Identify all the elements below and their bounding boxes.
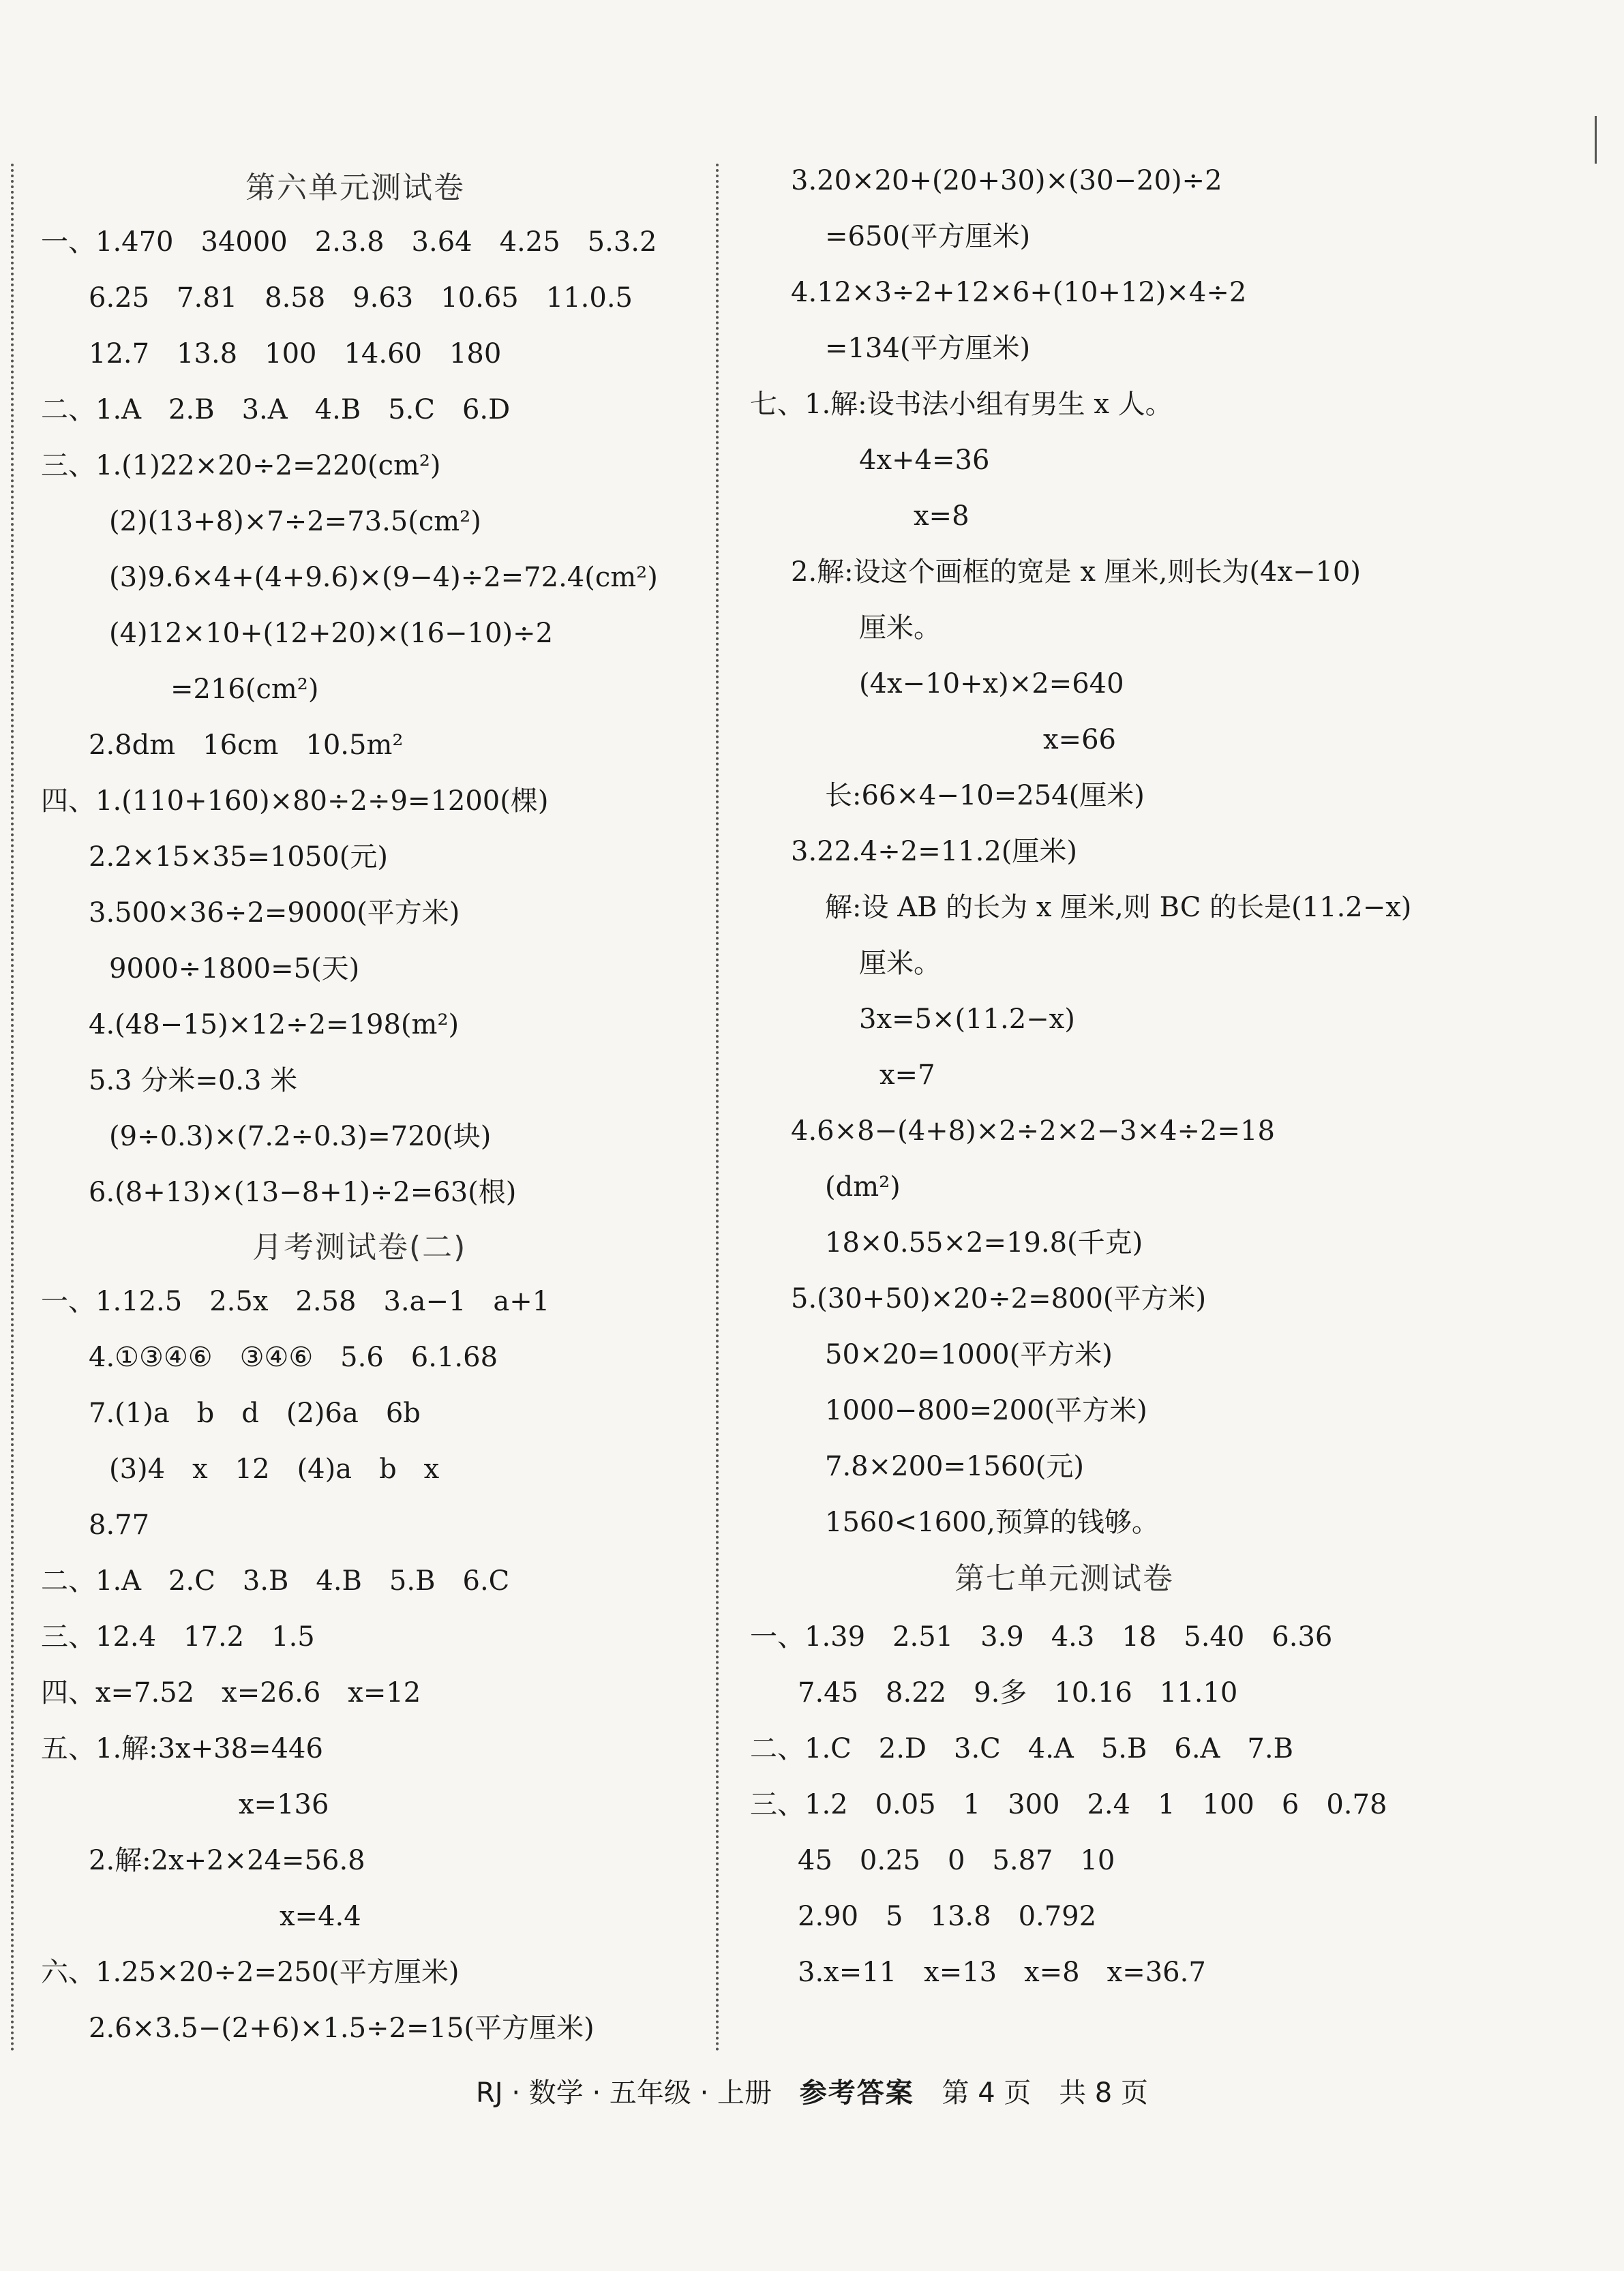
answer-line: 长:66×4−10=254(厘米) — [825, 780, 1145, 811]
answer-line: =216(cm²) — [170, 674, 319, 705]
answer-line: 2.8dm 16cm 10.5m² — [89, 730, 404, 761]
answer-line: (4x−10+x)×2=640 — [859, 668, 1124, 700]
answer-line: 4.(48−15)×12÷2=198(m²) — [89, 1009, 460, 1040]
answer-line: (3)9.6×4+(4+9.6)×(9−4)÷2=72.4(cm²) — [109, 562, 658, 593]
answer-line: 厘米。 — [859, 948, 941, 979]
footer-series-label: RJ · 数学 · 五年级 · 上册 — [476, 2077, 772, 2109]
column-dotted-divider — [716, 164, 719, 2053]
answer-line: =650(平方厘米) — [825, 221, 1031, 252]
answer-line: 4.12×3÷2+12×6+(10+12)×4÷2 — [791, 277, 1247, 308]
answer-line: 3.20×20+(20+30)×(30−20)÷2 — [791, 165, 1222, 196]
answer-line: 4x+4=36 — [859, 445, 990, 476]
answer-line: x=4.4 — [280, 1901, 361, 1932]
answer-line: 2.90 5 13.8 0.792 — [798, 1901, 1097, 1932]
page-footer — [0, 2073, 1624, 2114]
footer-page-number: 第 4 页 — [942, 2077, 1032, 2109]
answer-line: 二、1.A 2.C 3.B 4.B 5.B 6.C — [41, 1565, 510, 1597]
footer-total-pages: 共 8 页 — [1059, 2077, 1148, 2109]
answer-line: 6.(8+13)×(13−8+1)÷2=63(根) — [89, 1177, 517, 1208]
answer-line: (9÷0.3)×(7.2÷0.3)=720(块) — [109, 1121, 492, 1152]
answer-line: 4.6×8−(4+8)×2÷2×2−3×4÷2=18 — [791, 1115, 1275, 1147]
answer-line: 一、1.39 2.51 3.9 4.3 18 5.40 6.36 — [750, 1621, 1333, 1653]
answer-line: 6.25 7.81 8.58 9.63 10.65 11.0.5 — [89, 282, 633, 314]
answer-line: 50×20=1000(平方米) — [825, 1339, 1113, 1370]
section-title-unit6: 第六单元测试卷 — [245, 170, 465, 205]
answer-line: 一、1.470 34000 2.3.8 3.64 4.25 5.3.2 — [41, 226, 657, 258]
answer-line: 3.22.4÷2=11.2(厘米) — [791, 836, 1077, 867]
answer-line: 45 0.25 0 5.87 10 — [798, 1845, 1115, 1876]
answer-line: 五、1.解:3x+38=446 — [41, 1733, 323, 1764]
answer-line: (3)4 x 12 (4)a b x — [109, 1454, 440, 1485]
section-title-monthly-test-2: 月考测试卷(二) — [252, 1230, 467, 1265]
answer-line: 4.①③④⑥ ③④⑥ 5.6 6.1.68 — [89, 1342, 498, 1373]
answer-line: 12.7 13.8 100 14.60 180 — [89, 338, 502, 370]
answer-line: 2.解:设这个画框的宽是 x 厘米,则长为(4x−10) — [791, 556, 1361, 588]
answer-line: 9000÷1800=5(天) — [109, 953, 360, 984]
answer-line: 三、1.(1)22×20÷2=220(cm²) — [41, 450, 441, 481]
answer-line: (4)12×10+(12+20)×(16−10)÷2 — [109, 618, 554, 649]
answer-line: 三、12.4 17.2 1.5 — [41, 1621, 315, 1653]
answer-line: 2.2×15×35=1050(元) — [89, 841, 388, 873]
answer-line: x=7 — [879, 1059, 935, 1091]
answer-line: (2)(13+8)×7÷2=73.5(cm²) — [109, 506, 481, 537]
answer-line: 厘米。 — [859, 612, 941, 644]
answer-line: 5.(30+50)×20÷2=800(平方米) — [791, 1283, 1207, 1314]
left-margin-dotted-line — [11, 164, 14, 2053]
right-column — [736, 0, 1575, 2271]
answer-line: 二、1.C 2.D 3.C 4.A 5.B 6.A 7.B — [750, 1733, 1293, 1764]
answer-line: 3.x=11 x=13 x=8 x=36.7 — [798, 1957, 1206, 1988]
answer-line: 2.解:2x+2×24=56.8 — [89, 1845, 365, 1876]
answer-line: =134(平方厘米) — [825, 333, 1031, 364]
answer-line: x=66 — [1043, 724, 1116, 755]
answer-line: 7.8×200=1560(元) — [825, 1451, 1084, 1482]
left-column — [27, 0, 709, 2271]
answer-line: 3x=5×(11.2−x) — [859, 1004, 1075, 1035]
answer-line: 四、x=7.52 x=26.6 x=12 — [41, 1677, 421, 1709]
answer-line: 7.45 8.22 9.多 10.16 11.10 — [798, 1677, 1238, 1709]
answer-line: 三、1.2 0.05 1 300 2.4 1 100 6 0.78 — [750, 1789, 1387, 1820]
answer-line: x=136 — [239, 1789, 329, 1820]
answer-line: 七、1.解:设书法小组有男生 x 人。 — [750, 389, 1173, 420]
answer-line: 六、1.25×20÷2=250(平方厘米) — [41, 1957, 460, 1988]
answer-line: 2.6×3.5−(2+6)×1.5÷2=15(平方厘米) — [89, 2013, 595, 2044]
answer-line: 8.77 — [89, 1509, 150, 1541]
answer-line: 3.500×36÷2=9000(平方米) — [89, 897, 460, 929]
answer-line: x=8 — [914, 500, 969, 532]
answer-line: 解:设 AB 的长为 x 厘米,则 BC 的长是(11.2−x) — [825, 892, 1412, 923]
answer-line: 一、1.12.5 2.5x 2.58 3.a−1 a+1 — [41, 1286, 550, 1317]
answer-line: 1000−800=200(平方米) — [825, 1395, 1147, 1426]
answer-line: 18×0.55×2=19.8(千克) — [825, 1227, 1143, 1259]
answer-line: 二、1.A 2.B 3.A 4.B 5.C 6.D — [41, 394, 511, 425]
footer-brand: 参考答案 — [799, 2077, 914, 2109]
answer-line: (dm²) — [825, 1171, 901, 1203]
answer-line: 1560<1600,预算的钱够。 — [825, 1507, 1159, 1538]
answer-line: 四、1.(110+160)×80÷2÷9=1200(棵) — [41, 785, 549, 817]
section-title-unit7: 第七单元测试卷 — [954, 1561, 1174, 1596]
answer-line: 7.(1)a b d (2)6a 6b — [89, 1398, 421, 1429]
answer-line: 5.3 分米=0.3 米 — [89, 1065, 298, 1096]
edge-mark — [1595, 116, 1597, 164]
